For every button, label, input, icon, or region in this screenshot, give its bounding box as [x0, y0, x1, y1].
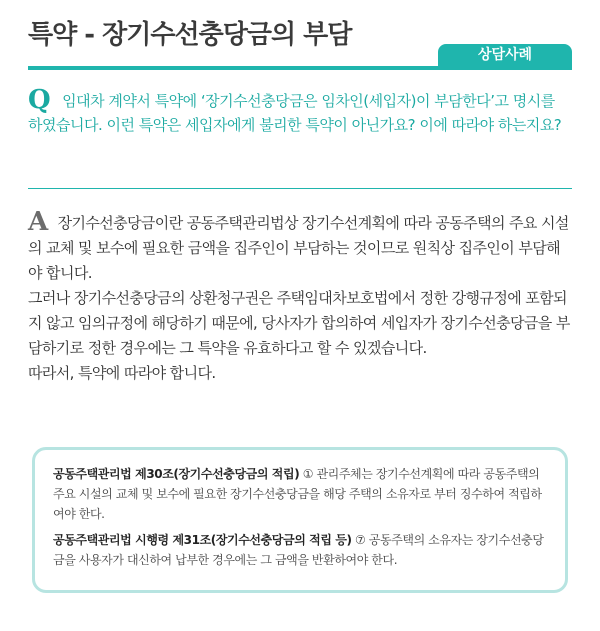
law-title: 공동주택관리법 시행령 제31조(장기수선충당금의 적립 등)	[53, 533, 352, 547]
question-section	[28, 85, 572, 137]
law-title: 공동주택관리법 제30조(장기수선충당금의 적립)	[53, 467, 300, 481]
law-reference	[53, 530, 547, 570]
qa-divider	[28, 188, 572, 189]
answer-paragraph-text: 장기수선충당금이란 공동주택관리법상 장기수선계획에 따라 공동주택의 주요 시설의 교체 및 보수에 필요한 금액을 집주인이 부담하는 것이므로 원칙상 집주인이 부담해야 합니다.	[28, 214, 569, 282]
answer-section	[28, 207, 572, 386]
law-reference-box	[32, 447, 568, 593]
question-mark: Q	[28, 85, 51, 115]
answer-paragraph: 그러나 장기수선충당금의 상환청구권은 주택임대차보호법에서 정한 강행규정에 포함되지 않고 임의규정에 해당하기 때문에, 당사자가 합의하여 세입자가 장기수선충당금을 부담하기로 정한 경우에는 그 특약을 유효하다고 할 수 있겠습니다.	[28, 289, 570, 357]
header-divider	[28, 66, 572, 70]
category-tag: 상담사례	[438, 44, 572, 66]
answer-mark: A	[28, 207, 48, 237]
page-title: 특약 - 장기수선충당금의 부담	[28, 20, 352, 50]
law-text: ① 관리주체는 장기수선계획에 따라 공동주택의 주요 시설의 교체 및 보수에 필요한 장기수선충당금을 해당 주택의 소유자로 부터 징수하여 적립하여야 한다.	[53, 467, 542, 521]
answer-paragraph	[28, 207, 572, 286]
law-reference	[53, 464, 547, 524]
question-text: 임대차 계약서 특약에 ‘장기수선충당금은 임차인(세입자)이 부담한다’고 명시를 하였습니다. 이런 특약은 세입자에게 불리한 특약이 아닌가요? 이에 따라야 하는지요?	[28, 92, 562, 134]
answer-paragraph: 따라서, 특약에 따라야 합니다.	[28, 364, 216, 382]
law-text: ⑦ 공동주택의 소유자는 장기수선충당금을 사용자가 대신하여 납부한 경우에는 그 금액을 반환하여야 한다.	[53, 533, 544, 567]
